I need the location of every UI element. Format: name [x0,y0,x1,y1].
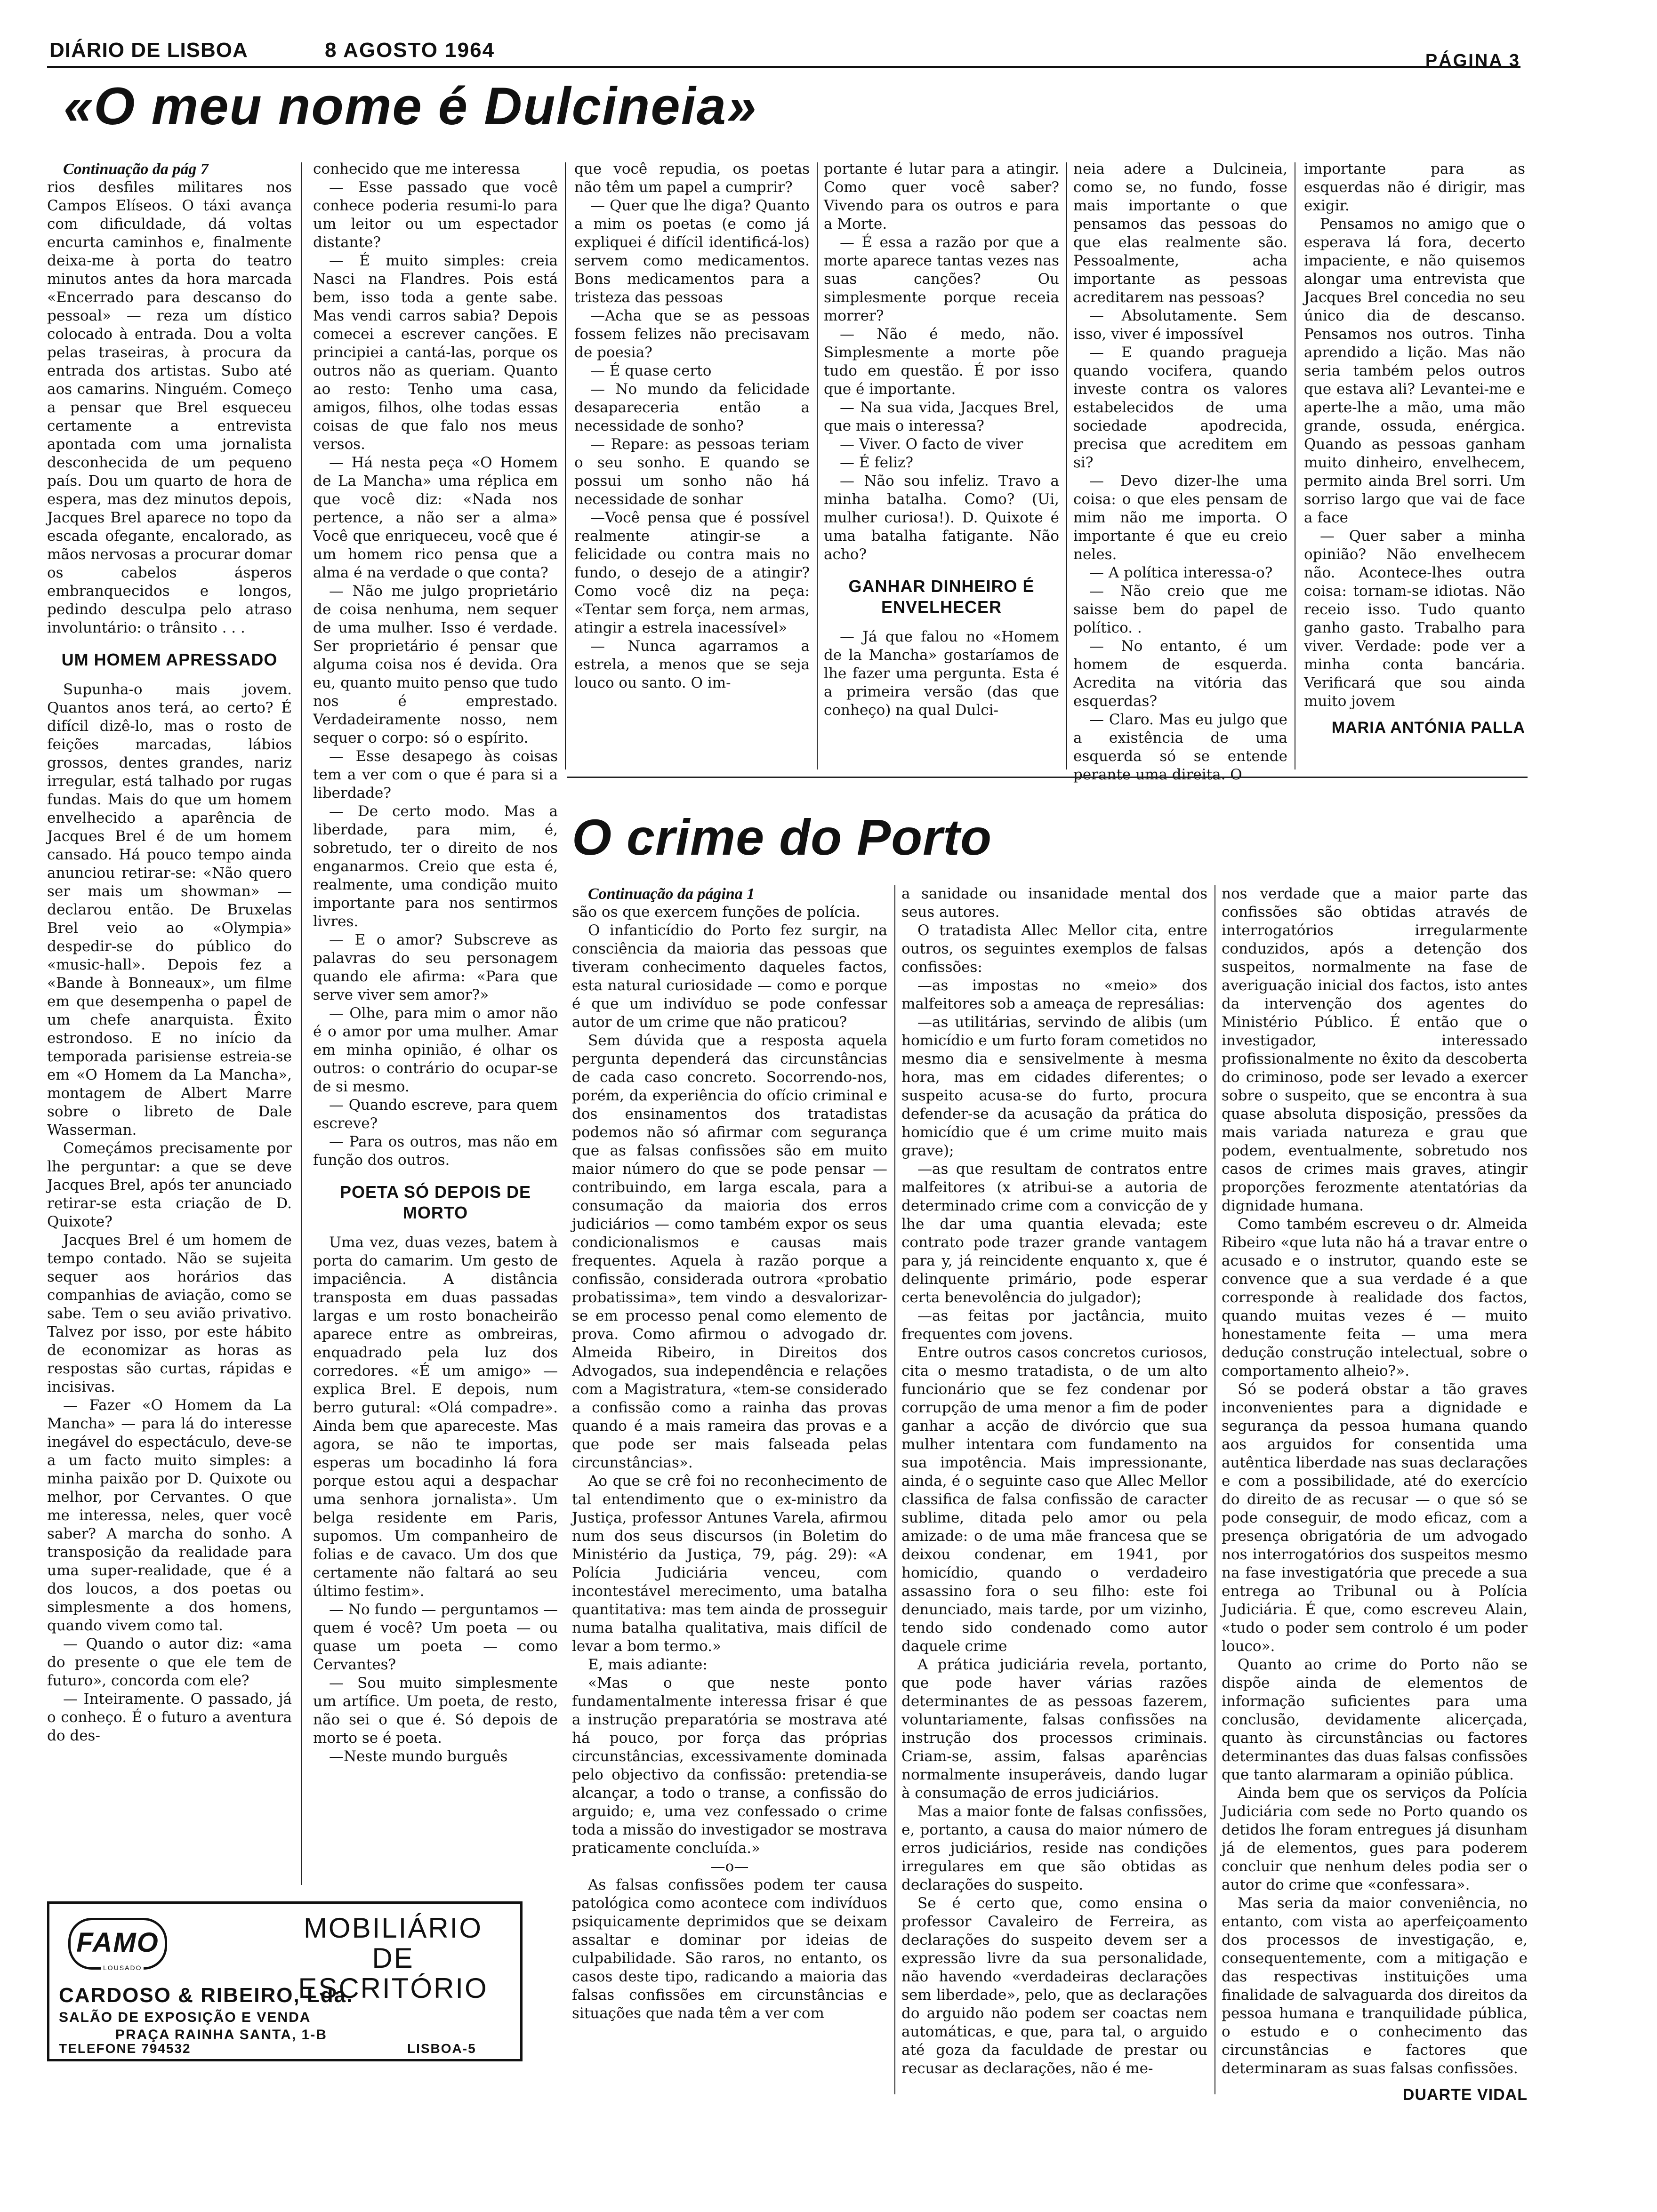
header-rule [47,66,1520,68]
paragraph: O infanticídio do Porto fez surgir, na consciência da maioria das pessoas que tiveram conhecimento daqueles factos, esta natural curiosidade — como e porque é que um indivíduo se pode confessar autor de um crime que não praticou? [572,922,887,1031]
paragraph: — É feliz? [840,454,913,471]
paragraph: — Devo dizer-lhe uma coisa: o que eles pensam de mim não me importa. O importante é que eu creio neles. [1073,473,1287,563]
paragraph: conhecido que me interessa [313,160,520,177]
paragraph: portante é lutar para a atingir. Como quer você saber? Vivendo para os outros e para a Morte. [824,160,1059,232]
paragraph: E, mais adiante: [588,1656,708,1673]
article1-column-6 [1304,160,1525,772]
ad-title-line: MOBILIÁRIO [303,1912,483,1944]
paragraph: —Acha que se as pessoas fossem felizes não precisavam de poesia? [574,307,810,361]
paragraph: — Quando escreve, para quem escreve? [313,1097,558,1132]
subheading: POETA SÓ DEPOIS DE MORTO [339,1182,531,1222]
paragraph: importante para as esquerdas não é dirigir, mas exigir. [1304,160,1525,214]
paragraph: Mas seria da maior conveniência, no entanto, com vista ao aperfeiçoamento dos processos de investigação, e, consequentemente, com a mitigação e das respectivas instituições uma finalidade de salvaguarda dos direitos da pessoa humana e tranquilidade pública, o estudo e o conhecimento das circunstâncias e factores que determinaram as suas falsas confissões. [1222,1895,1528,2077]
continuation-note: Continuação da página 1 [588,885,755,903]
paragraph: — No mundo da felicidade desapareceria então a necessidade de sonho? [574,381,810,434]
section-rule [567,777,1528,778]
paragraph: Se é certo que, como ensina o professor Cavaleiro de Ferreira, as declarações do suspeito devem ser a expressão livre da sua personalidade, não havendo «verdadeiras declarações sem liberdade», pelo, que as declarações do arguido não podem ser coactas nem automáticas, e que, para tal, o arguido até goza da faculdade de prestar ou recusar as declarações, não é me- [901,1895,1207,2077]
paragraph: — Fazer «O Homem da La Mancha» — para lá do interesse inegável do espectáculo, deve-se a um facto muito simples: a minha paixão por D. Quixote ou melhor, por Cervantes. O que me interessa, neles, quer você saber? A marcha do sonho. A transposição da realidade para uma super-realidade, que é a dos loucos, a dos poetas ou simplesmente a dos homens, quando vivem como tal. [47,1397,292,1634]
paragraph: — Esse passado que você conhece poderia resumi-lo para um leitor ou um espectador distante? [313,179,558,251]
ad-title-line: DE ESCRITÓRIO [298,1942,488,2004]
issue-date: 8 AGOSTO 1964 [325,39,495,62]
ad-city: LISBOA-5 [407,2041,476,2056]
article1-column-2 [313,160,558,1883]
article1-column-1 [47,160,292,1873]
paragraph: — Viver. O facto de viver [840,436,1023,453]
paragraph: — Não creio que me saisse bem do papel de político. . [1073,583,1287,636]
paragraph: — Absolutamente. Sem isso, viver é impossível [1073,307,1287,343]
paragraph: a sanidade ou insanidade mental dos seus autores. [901,885,1207,921]
paragraph: — Esse desapego às coisas tem a ver com o que é para si a liberdade? [313,748,558,801]
advertisement [47,1901,523,2061]
paragraph: Só se poderá obstar a tão graves inconvenientes para a dignidade e segurança da pessoa humana quando aos arguidos for consentida uma autêntica liberdade nas suas declarações e com a possibilidade, até do exercício do direito de as recusar — o que só se pode conseguir, de modo eficaz, com a presença obrigatória de um advogado nos interrogatórios dos suspeitos mesmo na fase investigatória que precede a sua entrega ao Tribunal ou à Polícia Judiciária. É que, como escreveu Alain, «tudo o poder sem controlo é um poder louco». [1222,1381,1528,1655]
paragraph: — É essa a razão por que a morte aparece tantas vezes nas suas canções? Ou simplesmente porque receia morrer? [824,234,1059,324]
paragraph: Começámos precisamente por lhe perguntar: a que se deve Jacques Brel, após ter anunciado retirar-se esta criação de D. Quixote? [47,1140,292,1230]
paragraph: neia adere a Dulcineia, como se, no fundo, fosse mais importante o que pensamos das pessoas do que elas realmente são. Pessoalmente, acha importante as pessoas acreditarem nas pessoas? [1073,160,1287,306]
article1-column-5 [1073,160,1287,783]
paragraph: — É quase certo [590,362,712,379]
paragraph: —as impostas no «meio» dos malfeitores sob a ameaça de represálias: [901,977,1207,1012]
paragraph: — Claro. Mas eu julgo que a existência de uma esquerda só se entende perante uma direita. O [1073,711,1287,783]
article2-column-3 [1222,885,1528,2104]
paragraph: — No fundo — perguntamos — quem é você? Um poeta — ou quase um poeta — como Cervantes? [313,1601,558,1673]
paragraph: — Quando o autor diz: «ama do presente o que ele tem de futuro», concorda com ele? [47,1635,292,1689]
logo-subtitle: LOUSADO [101,1964,144,1972]
paragraph: — É muito simples: creia Nasci na Flandres. Pois está bem, isso toda a gente sabe. Mas vendi carros sabia? Depois comecei a escrever canções. E principiei a cantá-las, porque os outros não as queriam. Quanto ao resto: Tenho uma casa, amigos, filhos, olhe todas essas coisas de que falo nos meus versos. [313,252,558,453]
paragraph: As falsas confissões podem ter causa patológica como acontece com indivíduos psiquicamente deprimidos que se deixam assaltar e dominar por ideias de culpabilidade. São raros, no entanto, os casos deste tipo, radicando a maioria das falsas confissões em circunstâncias e situações que nada têm a ver com [572,1876,887,2022]
paragraph: —Você pensa que é possível realmente atingir-se a felicidade ou contra mais no fundo, o desejo de a atingir? Como você diz na peça: «Tentar sem força, nem armas, atingir a estrela inacessível» [574,509,810,636]
ad-showroom: SALÃO DE EXPOSIÇÃO E VENDA [59,2010,311,2025]
section-separator: —o— [710,1858,749,1875]
paragraph: — Não me julgo proprietário de coisa nenhuma, nem sequer de uma mulher. Isso é verdade. Ser proprietário é pensar que alguma coisa nos é devida. Ora eu, quanto muito penso que tudo nos é emprestado. Verdadeiramente nosso, nem sequer o corpo: só o espírito. [313,583,558,746]
newspaper-name: DIÁRIO DE LISBOA [49,39,248,62]
paragraph: — Não é medo, não. Simplesmente a morte põe tudo em questão. É por isso que é importante. [824,326,1059,398]
column-divider [894,885,895,2094]
paragraph: — Inteiramente. O passado, já o conheço. É o futuro a aventura do des- [47,1691,292,1744]
paragraph: — Não sou infeliz. Travo a minha batalha. Como? (Ui, mulher curiosa!). D. Quixote é uma batalha fatigante. Não acho? [824,473,1059,563]
paragraph: — Nunca agarramos a estrela, a menos que se seja louco ou santo. O im- [574,638,810,691]
paragraph: Como também escreveu o dr. Almeida Ribeiro «que luta não há a travar entre o acusado e o instrutor, quando este se convence que a sua verdade é a que corresponde à realidade dos factos, quando muitas vezes é — muito honestamente feita — uma mera dedução construção intelectual, sobre o comportamento alheio?». [1222,1216,1528,1379]
paragraph: — Na sua vida, Jacques Brel, que mais o interessa? [824,399,1059,434]
paragraph: rios desfiles militares nos Campos Elíseos. O táxi avança com dificuldade, dá voltas encurta caminhos e, finalmente deixa-me à porta do teatro minutos antes da hora marcada «Encerrado para descanso do pessoal» — reza um dístico colocado à entrada. Dou a volta pelas traseiras, à procura da entrada dos artistas. Subo até aos camarins. Ninguém. Começo a pensar que Brel esqueceu certamente a entrevista apontada com uma jornalista desconhecida de um pequeno país. Dou um quarto de hora de espera, mas dez minutos depois, Jacques Brel aparece no topo da escada ofegante, encalorado, as mãos nervosas a procurar domar os cabelos ásperos embranquecidos e longos, pedindo desculpa pelo atraso involuntário: o trânsito . . . [47,179,292,636]
article1-column-4 [824,160,1059,769]
article1-column-3 [574,160,810,769]
paragraph: que você repudia, os poetas não têm um papel a cumprir? [574,160,810,196]
ad-company: CARDOSO & RIBEIRO, Lda. [59,1984,354,2007]
paragraph: Jacques Brel é um homem de tempo contado. Não se sujeita sequer aos horários das companhias de aviação, como se sabe. Tem o seu avião privativo. Talvez por isso, por este hábito de economizar as horas as respostas são curtas, rápidas e incisivas. [47,1232,292,1395]
column-divider [1066,162,1067,769]
paragraph: — Há nesta peça «O Homem de La Mancha» uma réplica em que você diz: «Nada nos pertence, a não ser a alma» Você que enriqueceu, você que é um homem rico pensa que a alma é na verdade o que conta? [313,454,558,581]
subheading: UM HOMEM APRESSADO [61,650,278,669]
paragraph: — E quando praguejа quando vocifera, quando investe contra os valores estabelecidos de uma sociedade apodrecida, precisa que acreditem em si? [1073,344,1287,471]
paragraph: — Já que falou no «Homem de la Mancha» gostaríamos de lhe fazer uma pergunta. Esta é a primeira versão (das que conheço) na qual Dulci- [824,628,1059,719]
paragraph: — No entanto, é um homem de esquerda. Acredita na vitória das esquerdas? [1073,638,1287,710]
paragraph: — Sou muito simplesmente um artífice. Um poeta, de resto, não sei o que é. Só depois de morto se é poeta. [313,1675,558,1747]
paragraph: Sem dúvida que a resposta aquela pergunta dependerá das circunstâncias de cada caso concreto. Socorrendo-nos, porém, da experiência do ofício criminal e dos ensinamentos dos tratadistas podemos não só afirmar com segurança que as falsas confissões são em muito maior número do que se pode pensar — contribuindo, em larga escala, para a consumação da maioria dos erros judiciários — como também expor os seus condicionalismos e causas mais frequentes. Aquela à razão porque a confissão, considerada outrora «probatio probatissima», tem vindo a desvalorizar-se em processo penal como elemento de prova. Como afirmou o advogado dr. Almeida Ribeiro, in Direitos dos Advogados, sua independência e relações com a Magistratura, «tem-se considerado a confissão como a rainha das provas quando é a mais rameira das provas e a que pode ser mais falseada pelas circunstâncias». [572,1032,887,1471]
paragraph: Quanto ao crime do Porto não se dispõe ainda de elementos de informação suficientes para uma conclusão, devidamente alicerçada, quanto às circunstâncias ou factores determinantes das duas falsas confissões que tanto alarmaram a opinião pública. [1222,1656,1528,1783]
article2-headline: O crime do Porto [572,809,992,866]
paragraph: — E o amor? Subscreve as palavras do seu personagem quando ele afirma: «Para que serve viver sem amor?» [313,931,558,1003]
paragraph: — A política interessa-o? [1089,564,1273,581]
paragraph: — De certo modo. Mas a liberdade, para mim, é, sobretudo, ter o direito de nos enganarmos. Creio que esta é, realmente, uma condição muito importante para nos sentirmos livres. [313,803,558,930]
article2-column-2 [901,885,1207,2094]
paragraph: —Neste mundo burguês [329,1748,508,1765]
paragraph: —as utilitárias, servindo de alibis (um homicídio e um furto foram cometidos no mesmo dia e sensivelmente à mesma hora, mas em cidades diferentes; o suspeito acusa-se do furto, procura defender-se da acusação da prática do homicídio que é um crime muito mais grave); [901,1014,1207,1159]
column-divider [301,162,302,1885]
paragraph: nos verdade que a maior parte das confissões são obtidas através de interrogatórios irregularmente conduzidos, após a detenção dos suspeitos, normalmente na fase de averiguação inicial dos factos, isto antes da intervenção dos agentes do Ministério Público. É então que o investigador, interessado profissionalmente no êxito da descoberta do criminoso, pode ser levado a exercer sobre o suspeito, que se encontra à sua quase absoluta disposição, pressões da mais variada natureza e grau que podem, eventualmente, sobretudo nos casos de crimes mais graves, atingir proporções ferozmente atentatórias da dignidade humana. [1222,885,1528,1214]
paragraph: «Mas o que neste ponto fundamentalmente interessa frisar é que a instrução preparatória se mostrava até há pouco, por força das próprias circunstâncias, excessivamente dominada pelo objectivo da confissão: pretendia-se alcançar, a todo o transe, a confissão do arguido; e, uma vez confessado o crime toda a missão do investigador se mostrava praticamente concluída.» [572,1675,887,1857]
paragraph: O tratadista Allec Mellor cita, entre outros, os seguintes exemplos de falsas confissões: [901,922,1207,976]
continuation-note: Continuação da pág 7 [63,160,209,178]
ad-phone: TELEFONE 794532 [59,2041,191,2056]
paragraph: Ao que se crê foi no reconhecimento de tal entendimento que o ex-ministro da Justiça, professor Antunes Varela, afirmou num dos seus discursos (in Boletim do Ministério da Justiça, 79, pág. 29): «A Polícia Judiciária venceu, com incontestável merecimento, uma batalha quantitativa: mas tem ainda de prosseguir numa batalha qualitativa, mais difícil de levar a bom termo.» [572,1473,887,1655]
paragraph: — Quer saber a minha opinião? Não envelhecem não. Acontece-lhes outra coisa: tornam-se idiotas. Não receio isso. Tudo quanto ganho gasto. Trabalho para viver. Verdade: pode ver a minha conta bancária. Verificará que sou ainda muito jovem [1304,528,1525,710]
paragraph: — Para os outros, mas não em função dos outros. [313,1133,558,1169]
paragraph: Entre outros casos concretos curiosos, cita o mesmo tratadista, o de um alto funcionário que se fez condenar por corrupção de uma menor a fim de poder ganhar a acção de divórcio que sua mulher intentara com fundamento na sua impotência. Mais impressionante, ainda, é o seguinte caso que Allec Mellor classifica de falsa confissão de caracter sublime, ditada pelo amor ou pela amizade: o de uma mãe francesa que se deixou condenar, em 1941, por homicídio, quando o verdadeiro assassino fora o seu filho: este foi denunciado, mais tarde, por um vizinho, tendo sido condenado como autor daquele crime [901,1344,1207,1655]
paragraph: — Repare: as pessoas teriam o seu sonho. E quando se possui um sonho não há necessidade de sonhar [574,436,810,508]
paragraph: — Olhe, para mim o amor não é o amor por uma mulher. Amar em minha opinião, é olhar os outros: o contrário do ocupar-se de si mesmo. [313,1005,558,1095]
famo-logo: FAMO [68,1918,167,1970]
paragraph: Supunha-o mais jovem. Quantos anos terá, ao certo? É difícil dizê-lo, mas o rosto de feições marcadas, lábios grossos, dentes grandes, nariz irregular, está talhado por rugas fundas. Mais do que um homem envelhecido a aparência de Jacques Brel é de um homem cansado. Há pouco tempo ainda anunciou retirar-se: «Não quero ser mais um showman» — declarou então. De Bruxelas Brel veio ao «Olympia» despedir-se do público do «music-hall». Depois fez a «Bande à Bonneaux», um filme em que desempenha o papel de um chefe anarquista. Êxito estrondoso. E no início da temporada parisiense estreia-se em «O Homem da La Mancha», montagem de Albert Marre sobre o libreto de Dale Wasserman. [47,681,292,1138]
column-divider [565,162,566,769]
paragraph: —as feitas por jactância, muito frequentes com jovens. [901,1307,1207,1343]
paragraph: — Quer que lhe diga? Quanto a mim os poetas (e como já expliquei é difícil identificá-los) servem como medicamentos. Bons medicamentos para a tristeza das pessoas [574,197,810,306]
paragraph: Pensamos no amigo que o esperava lá fora, decerto impaciente, e não quisemos alongar uma entrevista que Jacques Brel concedia no seu único dia de descanso. Pensamos nos outros. Tinha aprendido a lição. Mas não seria também pelos outros que estava ali? Levantei-me e aperte-lhe a mão, uma mão grande, ossuda, enérgica. Quando as pessoas ganham muito dinheiro, envelhecem, permito ainda Brel sorri. Um sorriso largo que vai de face a face [1304,216,1525,526]
column-divider [817,162,818,769]
paragraph: Uma vez, duas vezes, batem à porta do camarim. Um gesto de impaciência. A distância transposta em duas passadas largas e um rosto bonacheirão aparece entre as ombreiras, enquadrado pela luz dos corredores. «É um amigo» — explica Brel. E depois, num berro gutural: «Olá compadre». Ainda bem que apareceste. Mas agora, se não te importas, esperas um bocadinho lá fora porque estou aqui a despachar uma senhora jornalista». Um belga residente em Paris, supomos. Um companheiro de folias e de cavaco. Um dos que certamente não faltará ao seu último festim». [313,1234,558,1600]
paragraph: são os que exercem funções de polícia. [572,904,861,921]
subheading: GANHAR DINHEIRO É ENVELHECER [848,577,1035,617]
ad-address: PRAÇA RAINHA SANTA, 1-B [115,2027,327,2043]
paragraph: Ainda bem que os serviços da Polícia Judiciária com sede no Porto quando os detidos lhe foram entregues já disunham já de elementos, gues para poderem concluir que nenhum deles podia ser o autor do crime que «confessara». [1222,1785,1528,1893]
page-number: PÁGINA 3 [1425,51,1520,71]
author-signature: MARIA ANTÓNIA PALLA [1331,719,1525,737]
paragraph: A prática judiciária revela, portanto, que pode haver várias razões determinantes de as pessoas fazerem, voluntariamente, falsas confissões na instrução dos processos criminais. Criam-se, assim, falsas aparências normalmente insuperáveis, dando lugar à consumação de erros judiciários. [901,1656,1207,1802]
paragraph: —as que resultam de contratos entre malfeitores (x atribui-se a autoria de determinado crime com a convicção de y lhe dar uma quantia elevada; este contrato pode trazer grande vantagem para y, já reincidente enquanto x, que é delinquente primário, pode esperar certa benevolência do julgador); [901,1161,1207,1306]
author-signature: DUARTE VIDAL [1402,2086,1528,2104]
article1-headline: «O meu nome é Dulcineia» [64,77,757,136]
paragraph: Mas a maior fonte de falsas confissões, e, portanto, a causa do maior número de erros judiciários, reside nas condições irregulares em que são obtidas as declarações do suspeito. [901,1803,1207,1893]
article2-column-1 [572,885,887,2094]
